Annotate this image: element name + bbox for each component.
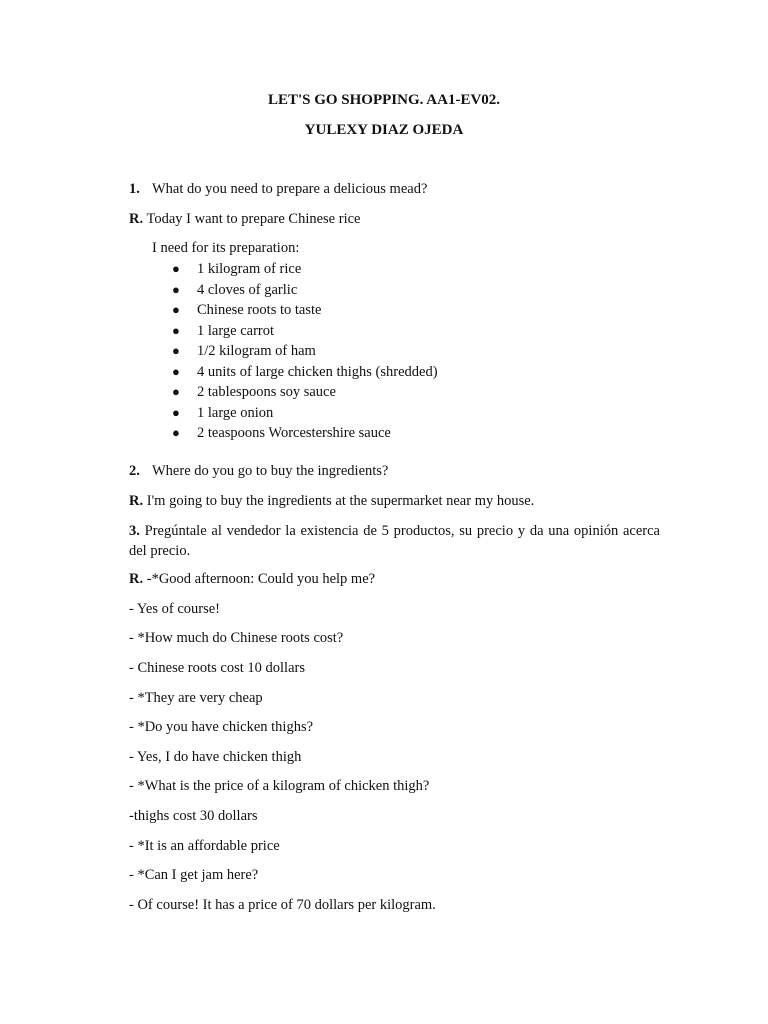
answer-2 — [129, 493, 534, 510]
ingredient-text: 4 units of large chicken thighs (shredded) — [197, 363, 438, 380]
dialogue-line: - *It is an affordable price — [129, 838, 280, 854]
answer-3 — [129, 571, 375, 588]
dialogue-line: - *They are very cheap — [129, 690, 263, 706]
dialogue-line: -thighs cost 30 dollars — [129, 808, 258, 824]
question-3-number: 3. — [129, 523, 140, 539]
dialogue-line: - Yes of course! — [129, 601, 221, 617]
bullet-icon: ● — [172, 384, 180, 399]
dialogue-line: - *Can I get jam here? — [129, 867, 259, 883]
question-3-text: Pregúntale al vendedor la existencia de 5 productos, su precio y da una opinión acerca del precio. — [129, 523, 660, 559]
ingredient-text: 4 cloves of garlic — [197, 281, 298, 298]
dialogue-line: - Of course! It has a price of 70 dollars per kilogram. — [129, 897, 436, 913]
ingredient-text: 2 tablespoons soy sauce — [197, 384, 336, 400]
dialogue-line: -*Good afternoon: Could you help me? — [146, 571, 376, 587]
bullet-icon: ● — [172, 425, 180, 440]
bullet-icon: ● — [172, 261, 180, 276]
ingredient-text: 1 kilogram of rice — [197, 261, 302, 277]
question-1-text: What do you need to prepare a delicious mead? — [152, 181, 428, 197]
question-3 — [129, 521, 660, 561]
question-2 — [129, 463, 388, 480]
question-1-number: 1. — [129, 181, 140, 197]
answer-2-prefix: R. — [129, 493, 144, 509]
ingredient-text: 1 large carrot — [197, 322, 275, 339]
question-2-number: 2. — [129, 463, 140, 479]
bullet-icon: ● — [172, 343, 180, 358]
dialogue-line: - Chinese roots cost 10 dollars — [129, 660, 305, 676]
dialogue-line: - *Do you have chicken thighs? — [129, 719, 314, 735]
ingredient-text: 1 large onion — [197, 404, 274, 421]
ingredient-text: Chinese roots to taste — [197, 302, 322, 318]
question-2-text: Where do you go to buy the ingredients? — [152, 463, 389, 479]
answer-2-text: I'm going to buy the ingredients at the supermarket near my house. — [146, 493, 535, 509]
answer-1-prefix: R. — [129, 211, 144, 227]
dialogue-line: - Yes, I do have chicken thigh — [129, 749, 302, 765]
ingredient-text: 1/2 kilogram of ham — [197, 343, 316, 359]
bullet-icon: ● — [172, 322, 180, 338]
answer-1 — [129, 211, 360, 228]
ingredient-text: 2 teaspoons Worcestershire sauce — [197, 425, 391, 441]
question-1 — [129, 181, 427, 198]
answer-1-text: Today I want to prepare Chinese rice — [146, 211, 361, 227]
bullet-icon: ● — [172, 302, 180, 317]
document-title: LET'S GO SHOPPING. AA1-EV02. — [267, 92, 501, 108]
answer-3-prefix: R. — [129, 571, 144, 587]
dialogue-line: - *What is the price of a kilogram of chicken thigh? — [129, 778, 430, 794]
ingredients-intro: I need for its preparation: — [152, 240, 300, 256]
bullet-icon: ● — [172, 404, 180, 420]
bullet-icon: ● — [172, 363, 180, 379]
bullet-icon: ● — [172, 281, 180, 297]
dialogue-line: - *How much do Chinese roots cost? — [129, 630, 344, 646]
document-author: YULEXY DIAZ OJEDA — [304, 122, 464, 138]
